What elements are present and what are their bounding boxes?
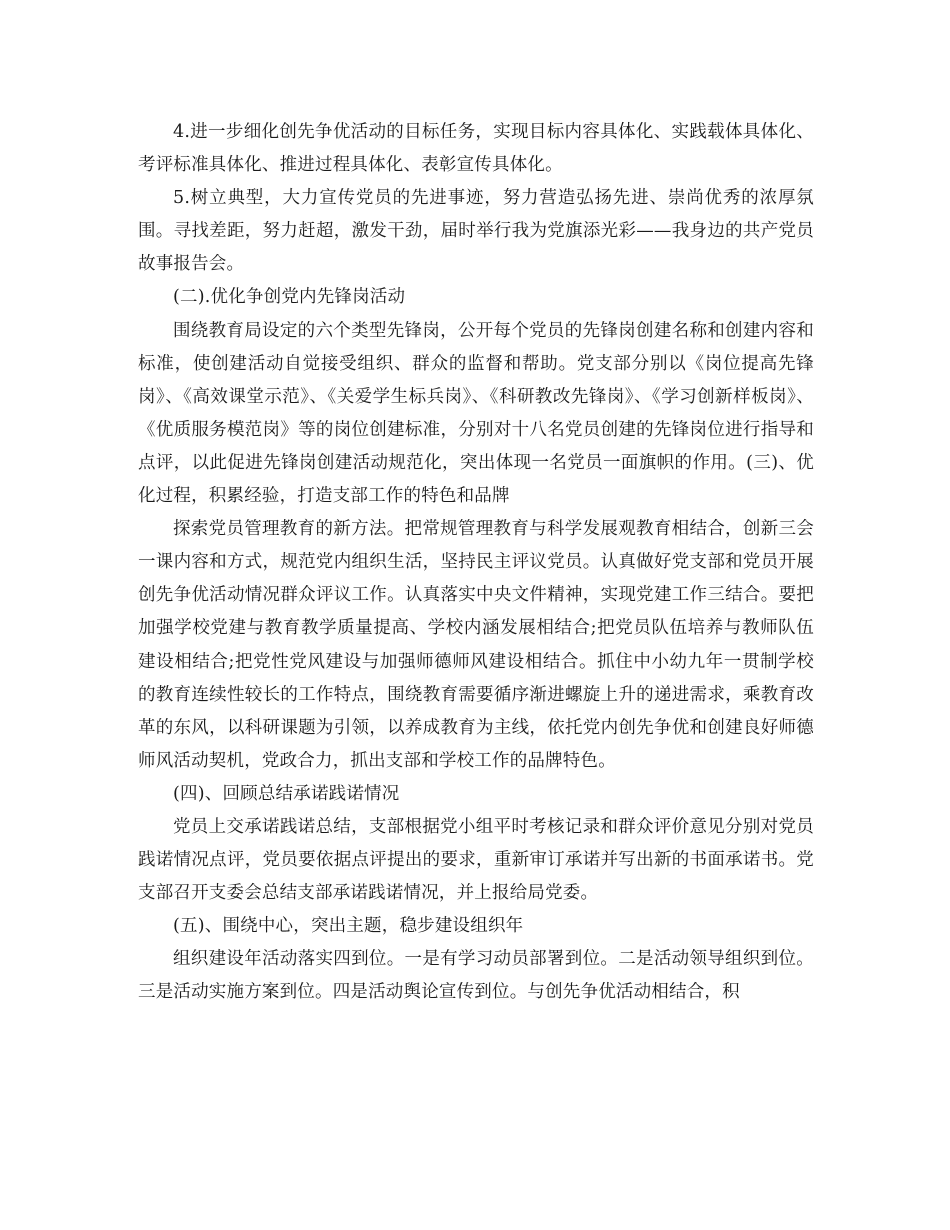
section-heading-4: (四)、回顾总结承诺践诺情况	[173, 783, 400, 804]
paragraph-item-5: 5.树立典型，大力宣传党员的先进事迹，努力营造弘扬先进、崇尚优秀的浓厚氛围。寻找差距，努力赶超，激发干劲，届时举行我为党旗添光彩——我身边的共产党员故事报告会。	[138, 188, 814, 275]
paragraph-organization-year: 组织建设年活动落实四到位。一是有学习动员部署到位。二是活动领导组织到位。三是活动实施方案到位。四是活动舆论宣传到位。与创先争优活动相结合，积	[138, 949, 814, 1003]
paragraph-item-4: 4.进一步细化创先争优活动的目标任务，实现目标内容具体化、实践载体具体化、考评标准具体化、推进过程具体化、表彰宣传具体化。	[138, 122, 814, 176]
section-heading-5: (五)、围绕中心，突出主题，稳步建设组织年	[173, 916, 524, 937]
paragraph-commitment-review: 党员上交承诺践诺总结，支部根据党小组平时考核记录和群众评价意见分别对党员践诺情况点评，党员要依据点评提出的要求，重新审订承诺并写出新的书面承诺书。党支部召开支委会总结支部承诺践诺情况，并上报给局党委。	[138, 816, 814, 904]
paragraph-management-education: 探索党员管理教育的新方法。把常规管理教育与科学发展观教育相结合，创新三会一课内容和方式，规范党内组织生活，坚持民主评议党员。认真做好党支部和党员开展创先争优活动情况群众评议工作。认真落实中央文件精神，实现党建工作三结合。要把加强学校党建与教育教学质量提高、学校内涵发展相结合;把党员队伍培养与教师队伍建设相结合;把党性党风建设与加强师德师风建设相结合。抓住中小幼九年一贯制学校的教育连续性较长的工作特点，围绕教育需要循序渐进螺旋上升的递进需求，乘教育改革的东风，以科研课题为引领，以养成教育为主线，依托党内创先争优和创建良好师德师风活动契机，党政合力，抓出支部和学校工作的品牌特色。	[138, 519, 814, 771]
section-heading-2: (二).优化争创党内先锋岗活动	[173, 287, 406, 308]
paragraph-pioneer-posts: 围绕教育局设定的六个类型先锋岗，公开每个党员的先锋岗创建名称和创建内容和标准，使创建活动自觉接受组织、群众的监督和帮助。党支部分别以《岗位提高先锋岗》、《高效课堂示范》、《关爱学生标兵岗》、《科研教改先锋岗》、《学习创新样板岗》、《优质服务模范岗》等的岗位创建标准，分别对十八名党员创建的先锋岗位进行指导和点评，以此促进先锋岗创建活动规范化，突出体现一名党员一面旗帜的作用。(三)、优化过程，积累经验，打造支部工作的特色和品牌	[138, 320, 814, 507]
document-body	[138, 116, 814, 1010]
